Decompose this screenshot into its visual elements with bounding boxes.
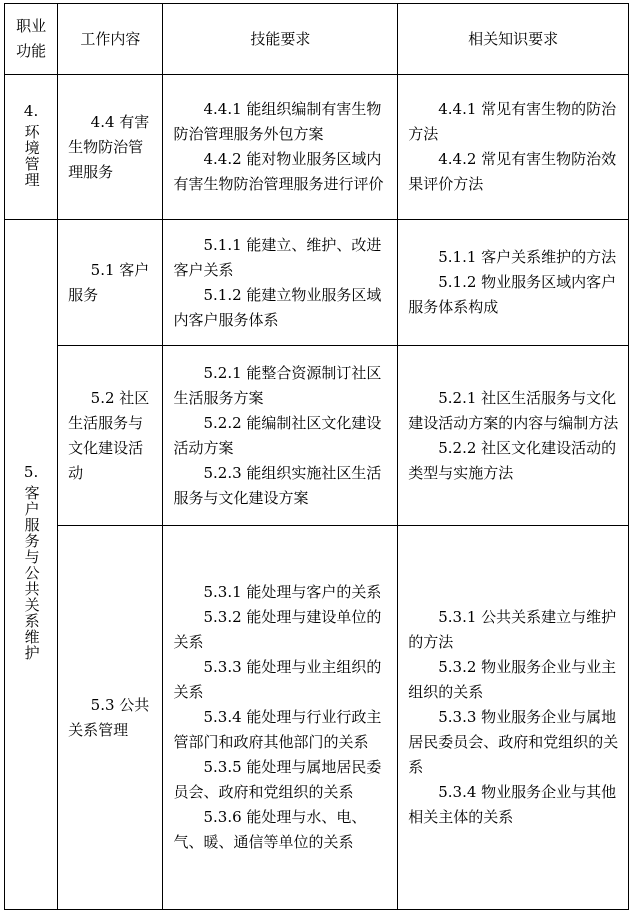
table-row bbox=[5, 75, 629, 220]
content-cell: 4.4 有害生物防治管理服务 bbox=[58, 75, 163, 220]
knowledge-item: 5.2.2 社区文化建设活动的类型与实施方法 bbox=[408, 438, 617, 482]
function-number: 4. bbox=[23, 101, 39, 120]
knowledge-item: 4.4.1 常见有害生物的防治方法 bbox=[408, 100, 617, 143]
knowledge-cell bbox=[398, 526, 629, 910]
skills-cell bbox=[163, 220, 398, 346]
knowledge-item: 5.3.1 公共关系建立与维护的方法 bbox=[408, 608, 617, 651]
knowledge-item: 5.1.2 物业服务区域内客户服务体系构成 bbox=[408, 273, 617, 316]
knowledge-item: 5.1.1 客户关系维护的方法 bbox=[438, 248, 617, 266]
skill-item: 5.2.2 能编制社区文化建设活动方案 bbox=[173, 413, 382, 457]
header-function: 职业功能 bbox=[5, 4, 58, 75]
knowledge-item: 5.3.3 物业服务企业与属地居民委员会、政府和党组织的关系 bbox=[408, 708, 619, 776]
function-number: 5. bbox=[23, 463, 39, 481]
knowledge-item: 4.4.2 常见有害生物防治效果评价方法 bbox=[408, 150, 617, 193]
skill-item: 4.4.1 能组织编制有害生物防治管理服务外包方案 bbox=[173, 100, 382, 143]
knowledge-item: 5.3.4 物业服务企业与其他相关主体的关系 bbox=[408, 783, 617, 826]
header-row bbox=[5, 4, 629, 75]
skill-item: 5.3.2 能处理与建设单位的关系 bbox=[173, 608, 382, 651]
table-row bbox=[5, 526, 629, 910]
function-name: 环境管理 bbox=[22, 123, 41, 188]
skills-cell bbox=[163, 346, 398, 526]
skill-item: 5.1.2 能建立物业服务区域内客户服务体系 bbox=[173, 285, 382, 329]
skill-item: 5.2.1 能整合资源制订社区生活服务方案 bbox=[173, 363, 382, 407]
header-knowledge: 相关知识要求 bbox=[398, 4, 629, 75]
skill-item: 5.3.6 能处理与水、电、气、暖、通信等单位的关系 bbox=[173, 808, 367, 851]
knowledge-item: 5.2.1 社区生活服务与文化建设活动方案的内容与编制方法 bbox=[408, 388, 619, 432]
skill-item: 5.1.1 能建立、维护、改进客户关系 bbox=[173, 235, 382, 279]
skill-item: 5.3.5 能处理与属地居民委员会、政府和党组织的关系 bbox=[173, 758, 382, 801]
table-row bbox=[5, 220, 629, 346]
function-cell bbox=[5, 75, 58, 220]
knowledge-cell bbox=[398, 75, 629, 220]
knowledge-cell bbox=[398, 220, 629, 346]
skill-item: 5.3.4 能处理与行业行政主管部门和政府其他部门的关系 bbox=[173, 708, 382, 751]
knowledge-cell bbox=[398, 346, 629, 526]
content-cell: 5.1 客户服务 bbox=[58, 220, 163, 346]
skills-cell bbox=[163, 526, 398, 910]
function-name: 客户服务与公共关系维护 bbox=[22, 485, 41, 661]
function-cell bbox=[5, 220, 58, 910]
knowledge-item: 5.3.2 物业服务企业与业主组织的关系 bbox=[408, 658, 617, 701]
content-cell: 5.3 公共关系管理 bbox=[58, 526, 163, 910]
skill-requirements-table bbox=[4, 3, 629, 910]
skill-item: 5.3.1 能处理与客户的关系 bbox=[203, 583, 382, 601]
header-skills: 技能要求 bbox=[163, 4, 398, 75]
skill-item: 4.4.2 能对物业服务区域内有害生物防治管理服务进行评价 bbox=[173, 150, 384, 193]
skill-item: 5.2.3 能组织实施社区生活服务与文化建设方案 bbox=[173, 463, 382, 507]
header-content: 工作内容 bbox=[58, 4, 163, 75]
skill-item: 5.3.3 能处理与业主组织的关系 bbox=[173, 658, 382, 701]
table-row bbox=[5, 346, 629, 526]
skills-cell bbox=[163, 75, 398, 220]
content-cell: 5.2 社区生活服务与文化建设活动 bbox=[58, 346, 163, 526]
